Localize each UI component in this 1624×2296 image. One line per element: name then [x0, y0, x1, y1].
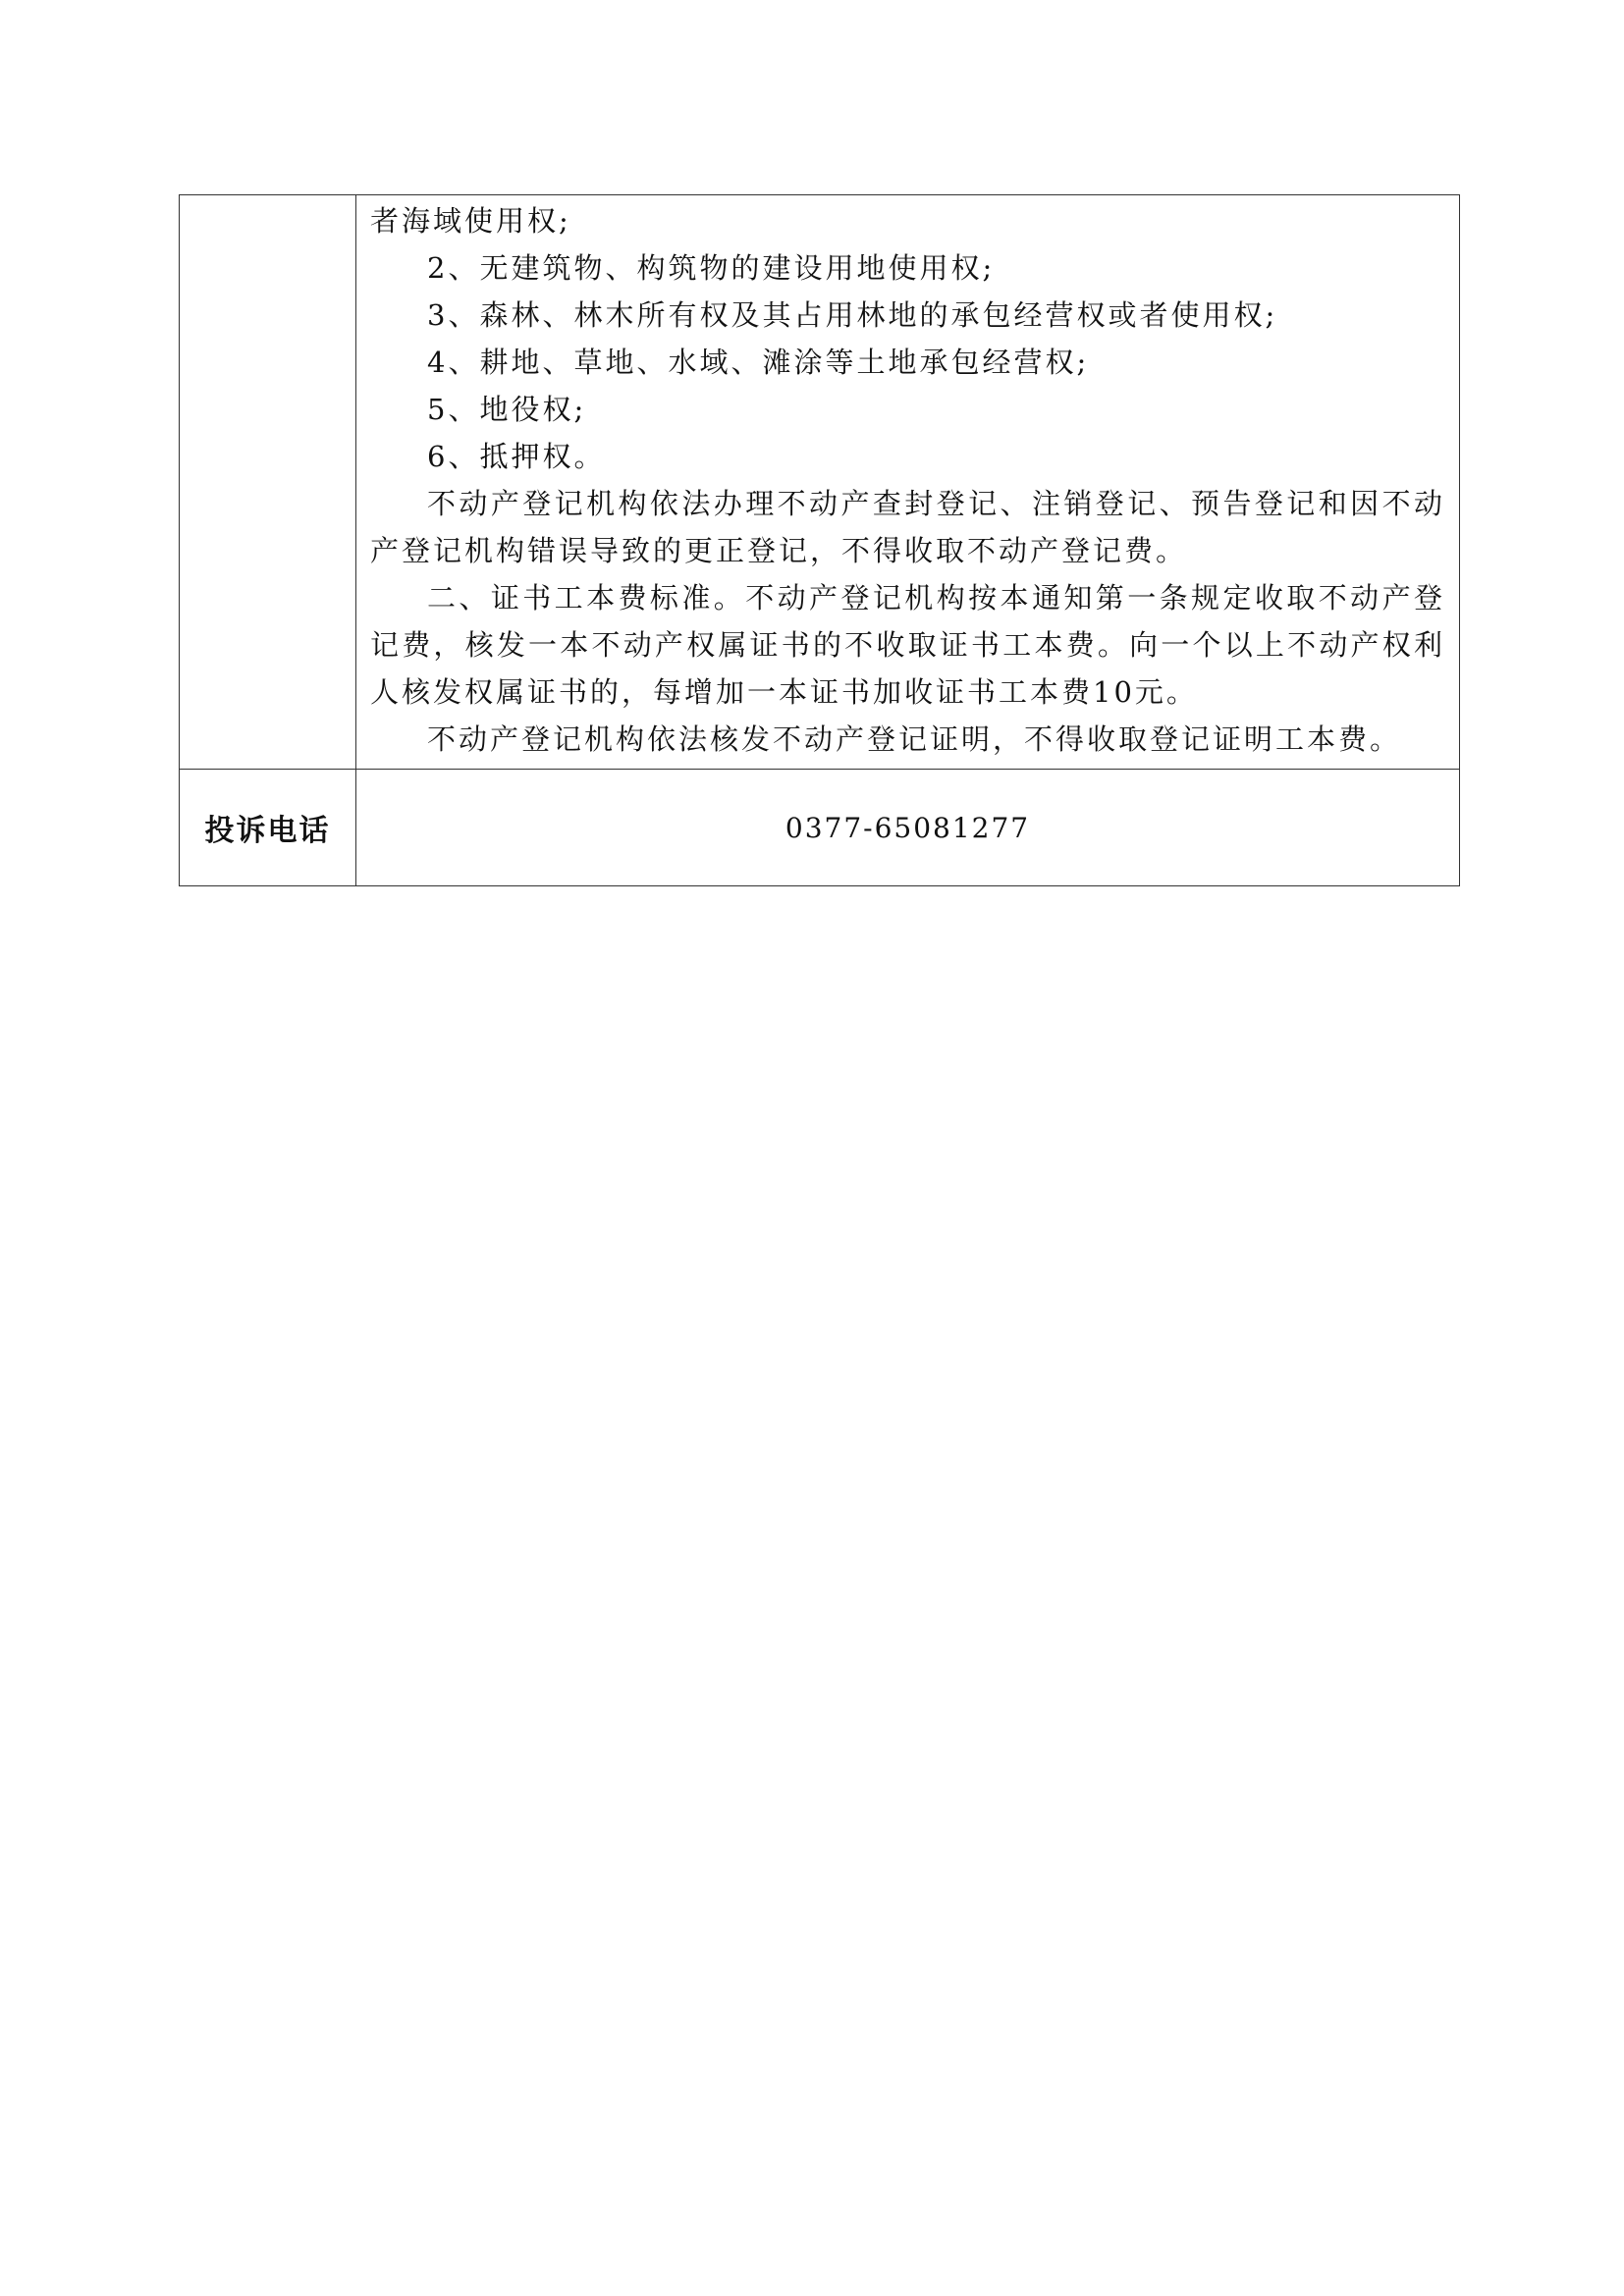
complaint-phone-label: 投诉电话: [180, 770, 356, 886]
fee-row-label-cell: [180, 195, 356, 770]
fee-paragraph-8: 不动产登记机构依法核发不动产登记证明，不得收取登记证明工本费。: [427, 722, 1402, 756]
fee-content-cell: [356, 195, 1460, 770]
fee-paragraph-1: 2、无建筑物、构筑物的建设用地使用权;: [427, 251, 996, 285]
complaint-phone-row: [180, 770, 1460, 886]
fee-paragraph-2: 3、森林、林木所有权及其占用林地的承包经营权或者使用权;: [427, 298, 1278, 332]
fee-standard-table: [179, 194, 1460, 886]
fee-content-row: [180, 195, 1460, 770]
fee-paragraph-3: 4、耕地、草地、水域、滩涂等土地承包经营权;: [427, 346, 1090, 379]
fee-paragraph-5: 6、抵押权。: [427, 440, 606, 473]
fee-paragraph-0: 者海域使用权;: [370, 204, 571, 238]
fee-paragraph-6: 不动产登记机构依法办理不动产查封登记、注销登记、预告登记和因不动产登记机构错误导致的更正登记，不得收取不动产登记费。: [370, 487, 1445, 567]
fee-paragraph-4: 5、地役权;: [427, 393, 587, 426]
complaint-phone-number: 0377-65081277: [356, 770, 1460, 886]
fee-paragraph-7: 二、证书工本费标准。不动产登记机构按本通知第一条规定收取不动产登记费，核发一本不动产权属证书的不收取证书工本费。向一个以上不动产权利人核发权属证书的，每增加一本证书加收证书工本费10元。: [370, 581, 1445, 709]
